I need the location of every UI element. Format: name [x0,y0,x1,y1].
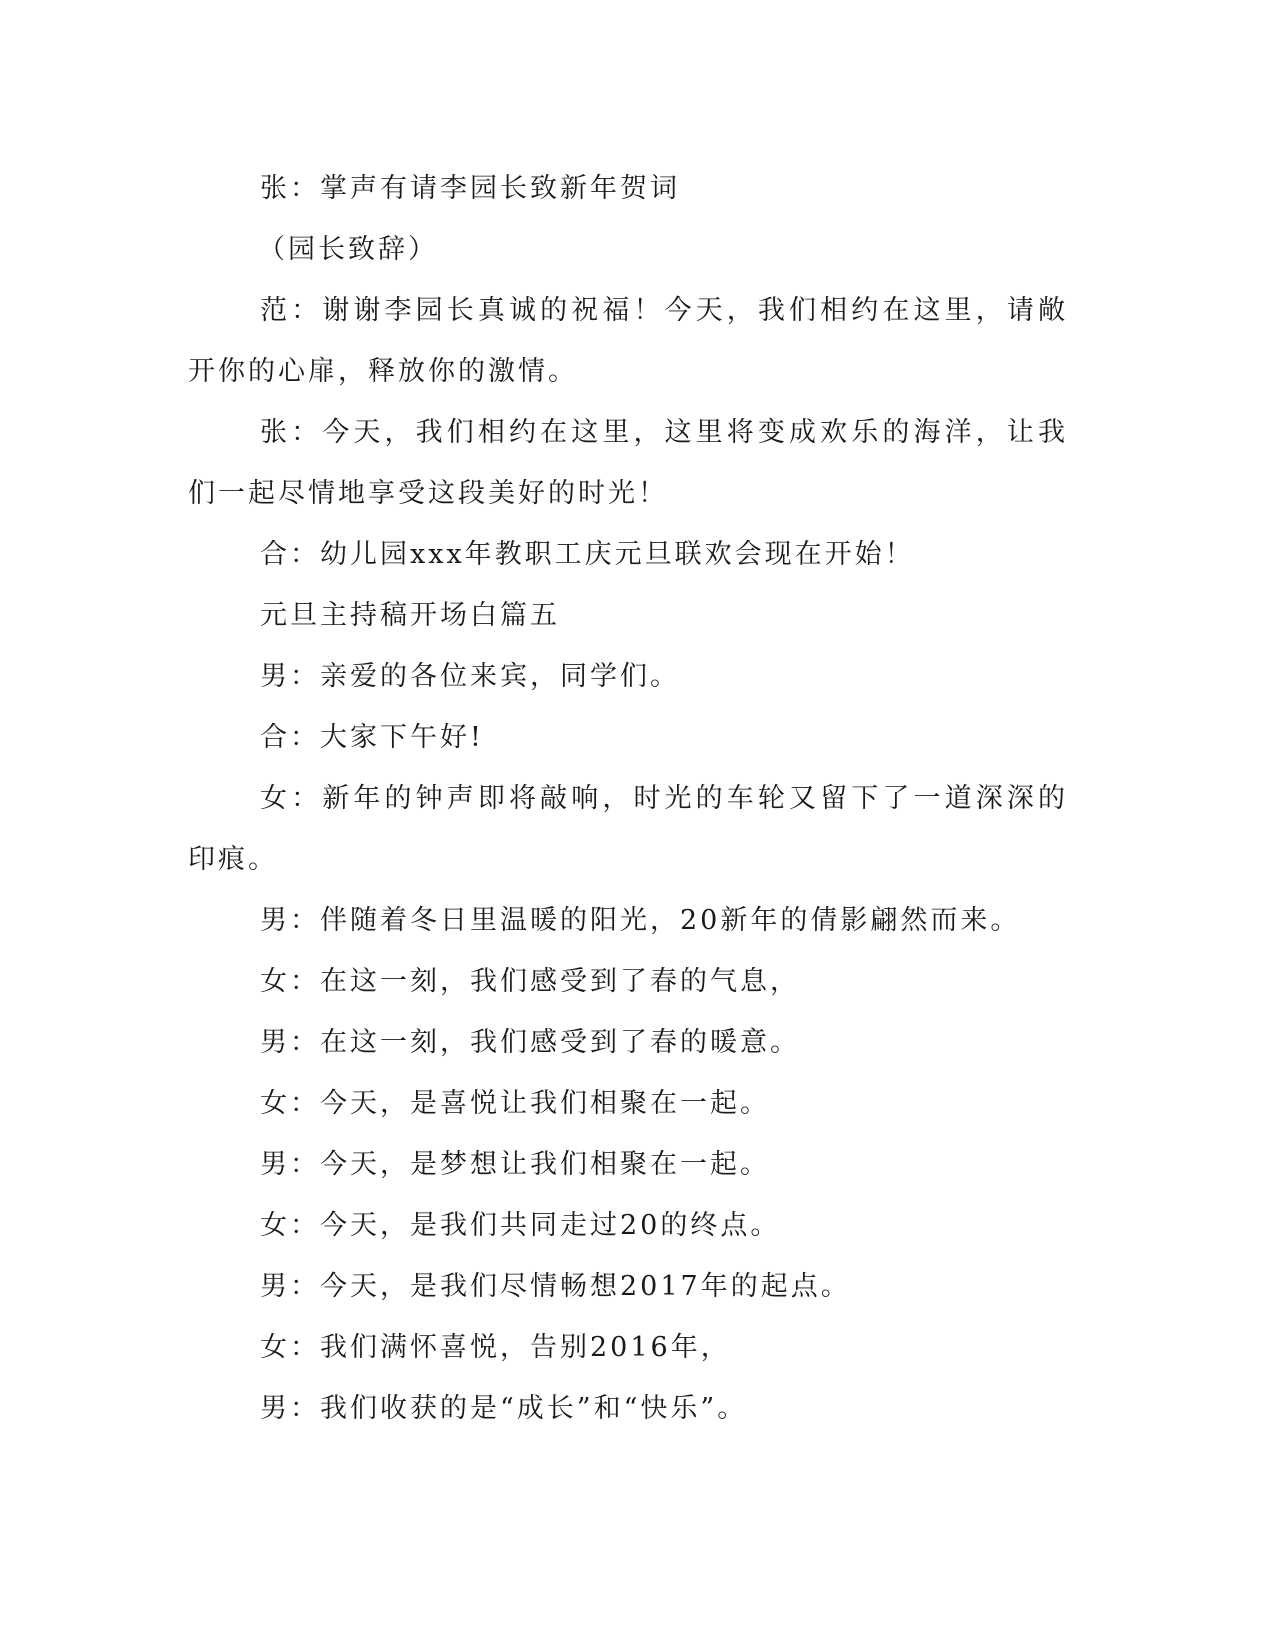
paragraph-15: 女：今天，是我们共同走过20的终点。 [260,1210,781,1241]
paragraph-11: 女：在这一刻，我们感受到了春的气息， [260,966,800,997]
paragraph-18: 男：我们收获的是“成长”和“快乐”。 [260,1393,748,1424]
document-body [188,158,1068,1439]
paragraph-4: 张：今天，我们相约在这里，这里将变成欢乐的海洋，让我们一起尽情地享受这段美好的时光！ [188,417,1068,509]
paragraph-9: 女：新年的钟声即将敲响，时光的车轮又留下了一道深深的印痕。 [188,783,1068,875]
paragraph-13: 女：今天，是喜悦让我们相聚在一起。 [260,1088,770,1119]
paragraph-3: 范：谢谢李园长真诚的祝福！今天，我们相约在这里，请敞开你的心扉，释放你的激情。 [188,295,1068,387]
paragraph-7: 男：亲爱的各位来宾，同学们。 [260,661,680,692]
paragraph-14: 男：今天，是梦想让我们相聚在一起。 [260,1149,770,1180]
section-heading: 元旦主持稿开场白篇五 [260,600,560,631]
paragraph-10: 男：伴随着冬日里温暖的阳光，20新年的倩影翩然而来。 [260,905,1021,936]
paragraph-1: 张：掌声有请李园长致新年贺词 [260,173,680,204]
paragraph-12: 男：在这一刻，我们感受到了春的暖意。 [260,1027,800,1058]
paragraph-8: 合：大家下午好! [260,722,484,753]
paragraph-17: 女：我们满怀喜悦，告别2016年， [260,1332,731,1363]
paragraph-2: （园长致辞） [258,234,438,265]
paragraph-5: 合：幼儿园xxx年教职工庆元旦联欢会现在开始！ [260,539,915,570]
paragraph-16: 男：今天，是我们尽情畅想2017年的起点。 [260,1271,851,1302]
